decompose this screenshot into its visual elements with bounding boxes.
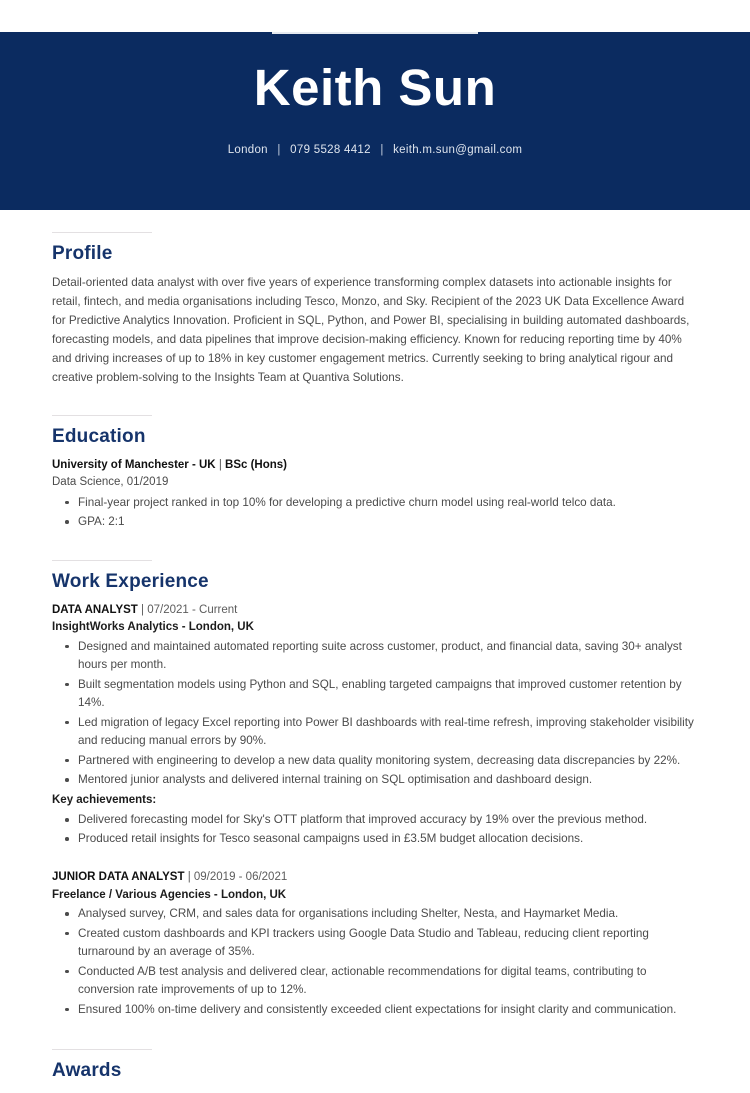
list-item: Final-year project ranked in top 10% for developing a predictive churn model using real-world telco data. bbox=[52, 494, 698, 512]
work-entry bbox=[52, 602, 698, 849]
education-institution: University of Manchester - UK bbox=[52, 458, 216, 471]
education-degree: BSc (Hons) bbox=[225, 458, 287, 471]
education-detail: Data Science, 01/2019 bbox=[52, 476, 169, 489]
list-item: Delivered forecasting model for Sky's OTT platform that improved accuracy by 19% over the previous method. bbox=[52, 811, 698, 829]
list-item: Designed and maintained automated reporting suite across customer, product, and financial data, saving 30+ analyst hours per month. bbox=[52, 638, 698, 675]
section-profile bbox=[52, 232, 698, 388]
list-item: Led migration of legacy Excel reporting into Power BI dashboards with real-time refresh, improving stakeholder visibility and reducing manual errors by 90%. bbox=[52, 714, 698, 751]
work-dates: 07/2021 - Current bbox=[147, 603, 238, 616]
list-item: Created custom dashboards and KPI trackers using Google Data Studio and Tableau, reducing client reporting turnaround by an average of 35%. bbox=[52, 925, 698, 962]
candidate-name: Keith Sun bbox=[253, 59, 497, 116]
resume-body bbox=[0, 232, 750, 1082]
section-title-education: Education bbox=[52, 425, 146, 447]
work-bullet-list bbox=[52, 638, 698, 790]
section-divider-work-experience bbox=[52, 560, 152, 561]
education-heading-separator: | bbox=[218, 458, 222, 471]
work-role: JUNIOR DATA ANALYST bbox=[52, 870, 185, 883]
education-entry-heading bbox=[52, 457, 698, 474]
list-item: GPA: 2:1 bbox=[52, 513, 698, 531]
list-item: Ensured 100% on-time delivery and consistently exceeded client expectations for insight clarity and communication. bbox=[52, 1001, 698, 1019]
contact-phone: 079 5528 4412 bbox=[290, 144, 371, 156]
section-work-experience bbox=[52, 560, 698, 1020]
profile-summary-text: Detail-oriented data analyst with over five years of experience transforming complex datasets into actionable insights for retail, fintech, and media organisations including Tesco, Monzo, and Sky. Recipient of the 2023 UK Data Excellence Award for Predictive Analytics Innovation. Proficient in SQL, Python, and Power BI, specialising in building automated dashboards, forecasting models, and data pipelines that improve decision-making efficiency. Known for reducing reporting time by 40% and driving increases of up to 18% in key customer engagement metrics. Currently seeking to bring analytical rigour and creative problem-solving to the Insights Team at Quantiva Solutions. bbox=[52, 275, 690, 384]
section-awards bbox=[52, 1049, 698, 1082]
contact-line bbox=[0, 144, 750, 156]
work-entry-heading bbox=[52, 602, 698, 619]
work-bullet-list bbox=[52, 905, 698, 1019]
list-item: Built segmentation models using Python and SQL, enabling targeted campaigns that improved customer retention by 14%. bbox=[52, 676, 698, 713]
education-entry bbox=[52, 457, 698, 532]
list-item: Partnered with engineering to develop a new data quality monitoring system, decreasing data discrepancies by 22%. bbox=[52, 752, 698, 770]
list-item: Produced retail insights for Tesco seasonal campaigns used in £3.5M budget allocation decisions. bbox=[52, 830, 698, 848]
section-divider-profile bbox=[52, 232, 152, 233]
header-top-rule bbox=[272, 32, 478, 34]
work-dates: 09/2019 - 06/2021 bbox=[193, 870, 288, 883]
work-heading-separator: | bbox=[141, 603, 145, 616]
education-bullet-list bbox=[52, 494, 698, 532]
section-title-awards: Awards bbox=[52, 1060, 122, 1082]
key-achievements-label: Key achievements: bbox=[52, 793, 157, 806]
section-divider-awards bbox=[52, 1049, 152, 1050]
contact-separator-1: | bbox=[277, 144, 281, 156]
list-item: Analysed survey, CRM, and sales data for organisations including Shelter, Nesta, and Haymarket Media. bbox=[52, 905, 698, 923]
work-role: DATA ANALYST bbox=[52, 603, 138, 616]
section-title-work-experience: Work Experience bbox=[52, 570, 209, 592]
section-divider-education bbox=[52, 415, 152, 416]
list-item: Conducted A/B test analysis and delivered clear, actionable recommendations for digital teams, contributing to conversion rate improvements of up to 12%. bbox=[52, 963, 698, 1000]
work-entry bbox=[52, 869, 698, 1019]
work-company: Freelance / Various Agencies - London, UK bbox=[52, 888, 287, 901]
section-education bbox=[52, 415, 698, 532]
contact-location: London bbox=[227, 144, 268, 156]
contact-separator-2: | bbox=[380, 144, 384, 156]
resume-header-banner bbox=[0, 32, 750, 210]
work-heading-separator: | bbox=[187, 870, 191, 883]
work-entry-heading bbox=[52, 869, 698, 886]
section-title-profile: Profile bbox=[52, 243, 113, 264]
key-achievements-list bbox=[52, 811, 698, 849]
list-item: Mentored junior analysts and delivered internal training on SQL optimisation and dashboard design. bbox=[52, 771, 698, 789]
contact-email: keith.m.sun@gmail.com bbox=[393, 144, 523, 156]
work-company: InsightWorks Analytics - London, UK bbox=[52, 621, 254, 634]
